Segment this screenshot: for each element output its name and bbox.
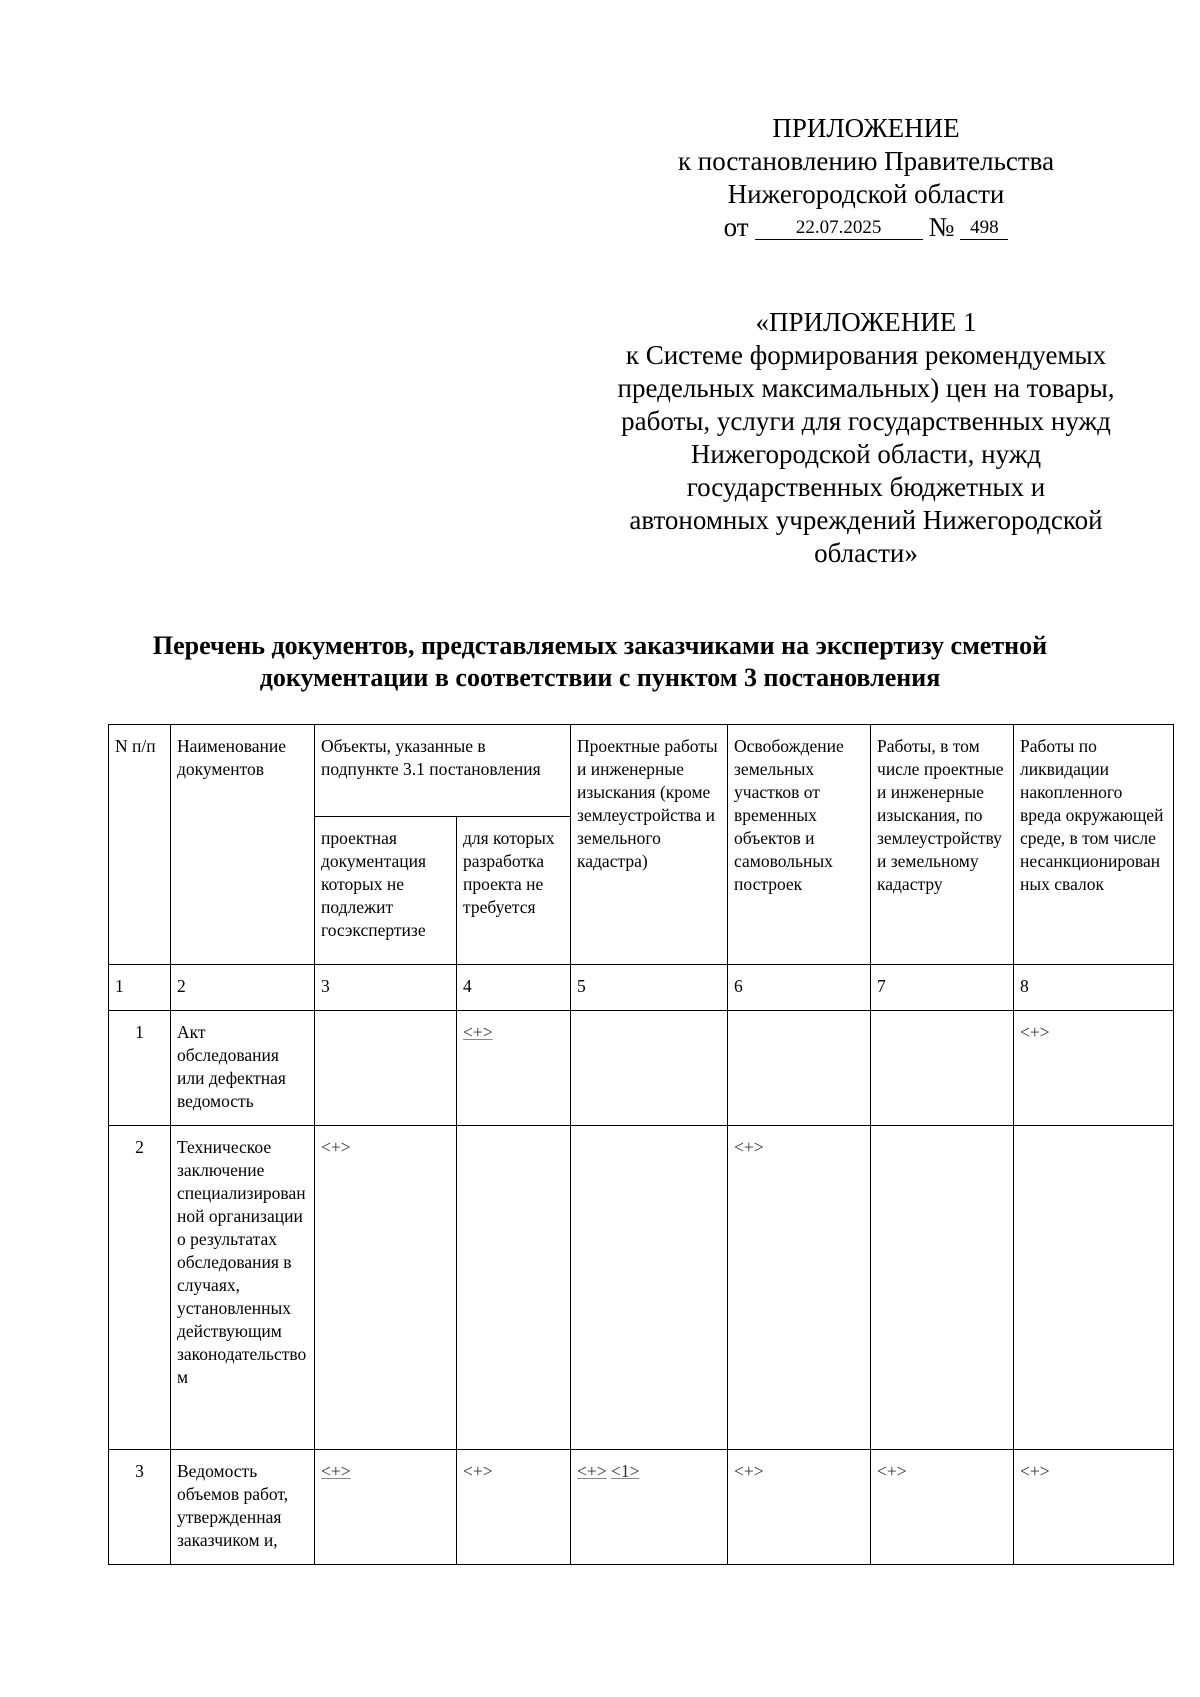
row-document-name: Акт обследования или дефектная ведомость: [171, 1011, 315, 1126]
table-row: [109, 1126, 1174, 1450]
cell-c5: [571, 1126, 728, 1450]
number-sign: №: [928, 212, 955, 242]
date-prefix: от: [723, 212, 749, 242]
resolution-number: 498: [960, 217, 1008, 240]
col-number: 8: [1014, 965, 1174, 1011]
cell-c8: [1014, 1126, 1174, 1450]
cell-c8: <+>: [1014, 1450, 1174, 1565]
date-number-line: [596, 211, 1136, 244]
cell-c5: [571, 1450, 728, 1565]
row-number: 3: [109, 1450, 171, 1565]
cell-c4: [457, 1126, 571, 1450]
plus-mark-link[interactable]: <+>: [321, 1461, 351, 1481]
appendix-line: Нижегородской области, нужд: [690, 439, 1042, 469]
row-document-name: Ведомость объемов работ, утвержденная заказчиком и,: [171, 1450, 315, 1565]
header-line-2: к постановлению Правительства: [677, 146, 1055, 176]
row-document-name: Техническое заключение специализированной организации о результатах обследования в случаях, установленных действующим законодательством: [171, 1126, 315, 1450]
header-name: Наименование документов: [171, 725, 315, 965]
header-objects-group: Объекты, указанные в подпункте 3.1 постановления: [315, 725, 571, 817]
col-number: 4: [457, 965, 571, 1011]
header-num: N п/п: [109, 725, 171, 965]
col-number: 5: [571, 965, 728, 1011]
column-numbers-row: [109, 965, 1174, 1011]
header-sub-b: для которых разработка проекта не требуется: [457, 817, 571, 965]
cell-c4: [457, 1011, 571, 1126]
cell-c3: <+>: [315, 1126, 457, 1450]
table-row: [109, 1011, 1174, 1126]
row-number: 2: [109, 1126, 171, 1450]
appendix-line: к Системе формирования рекомендуемых: [625, 340, 1107, 370]
header-title: ПРИЛОЖЕНИЕ: [772, 113, 960, 143]
header-col5: Проектные работы и инженерные изыскания (кроме землеустройства и земельного кадастра): [571, 725, 728, 965]
header-col6: Освобождение земельных участков от временных объектов и самовольных построек: [728, 725, 871, 965]
header-col8: Работы по ликвидации накопленного вреда окружающей среде, в том числе несанкционированных свалок: [1014, 725, 1174, 965]
header-col7: Работы, в том числе проектные и инженерные изыскания, по землеустройству и земельному кадастру: [871, 725, 1014, 965]
header-line-3: Нижегородской области: [727, 179, 1005, 209]
table-row: [109, 1450, 1174, 1565]
appendix-line: «ПРИЛОЖЕНИЕ 1: [755, 307, 977, 337]
appendix-heading: [596, 306, 1136, 570]
plus-mark-link[interactable]: <+>: [463, 1022, 493, 1042]
title-line-1: Перечень документов, представляемых заказчиками на экспертизу сметной: [152, 631, 1048, 660]
row-number: 1: [109, 1011, 171, 1126]
plus-mark-link[interactable]: <+>: [577, 1461, 607, 1481]
cell-c5: [571, 1011, 728, 1126]
footnote-link[interactable]: <1>: [611, 1461, 640, 1481]
cell-c8: <+>: [1014, 1011, 1174, 1126]
appendix-line: государственных бюджетных и: [686, 472, 1046, 502]
cell-c6: [728, 1011, 871, 1126]
resolution-date: 22.07.2025: [755, 217, 923, 240]
header-sub-a: проектная документация которых не подлежит госэкспертизе: [315, 817, 457, 965]
col-number: 7: [871, 965, 1014, 1011]
approval-header: [596, 112, 1136, 244]
cell-c6: <+>: [728, 1126, 871, 1450]
title-line-2: документации в соответствии с пунктом 3 постановления: [259, 663, 941, 692]
col-number: 3: [315, 965, 457, 1011]
appendix-line: автономных учреждений Нижегородской: [629, 505, 1103, 535]
cell-c7: [871, 1011, 1014, 1126]
appendix-line: работы, услуги для государственных нужд: [621, 406, 1111, 436]
col-number: 2: [171, 965, 315, 1011]
cell-c6: <+>: [728, 1450, 871, 1565]
cell-c3: [315, 1450, 457, 1565]
document-title: [100, 630, 1100, 694]
documents-table: [108, 724, 1174, 1565]
header-row: [109, 725, 1174, 817]
cell-c4: <+>: [457, 1450, 571, 1565]
appendix-line: области»: [814, 538, 918, 568]
col-number: 6: [728, 965, 871, 1011]
appendix-line: предельных максимальных) цен на товары,: [617, 373, 1115, 403]
cell-c7: [871, 1126, 1014, 1450]
cell-c3: [315, 1011, 457, 1126]
cell-c7: <+>: [871, 1450, 1014, 1565]
col-number: 1: [109, 965, 171, 1011]
